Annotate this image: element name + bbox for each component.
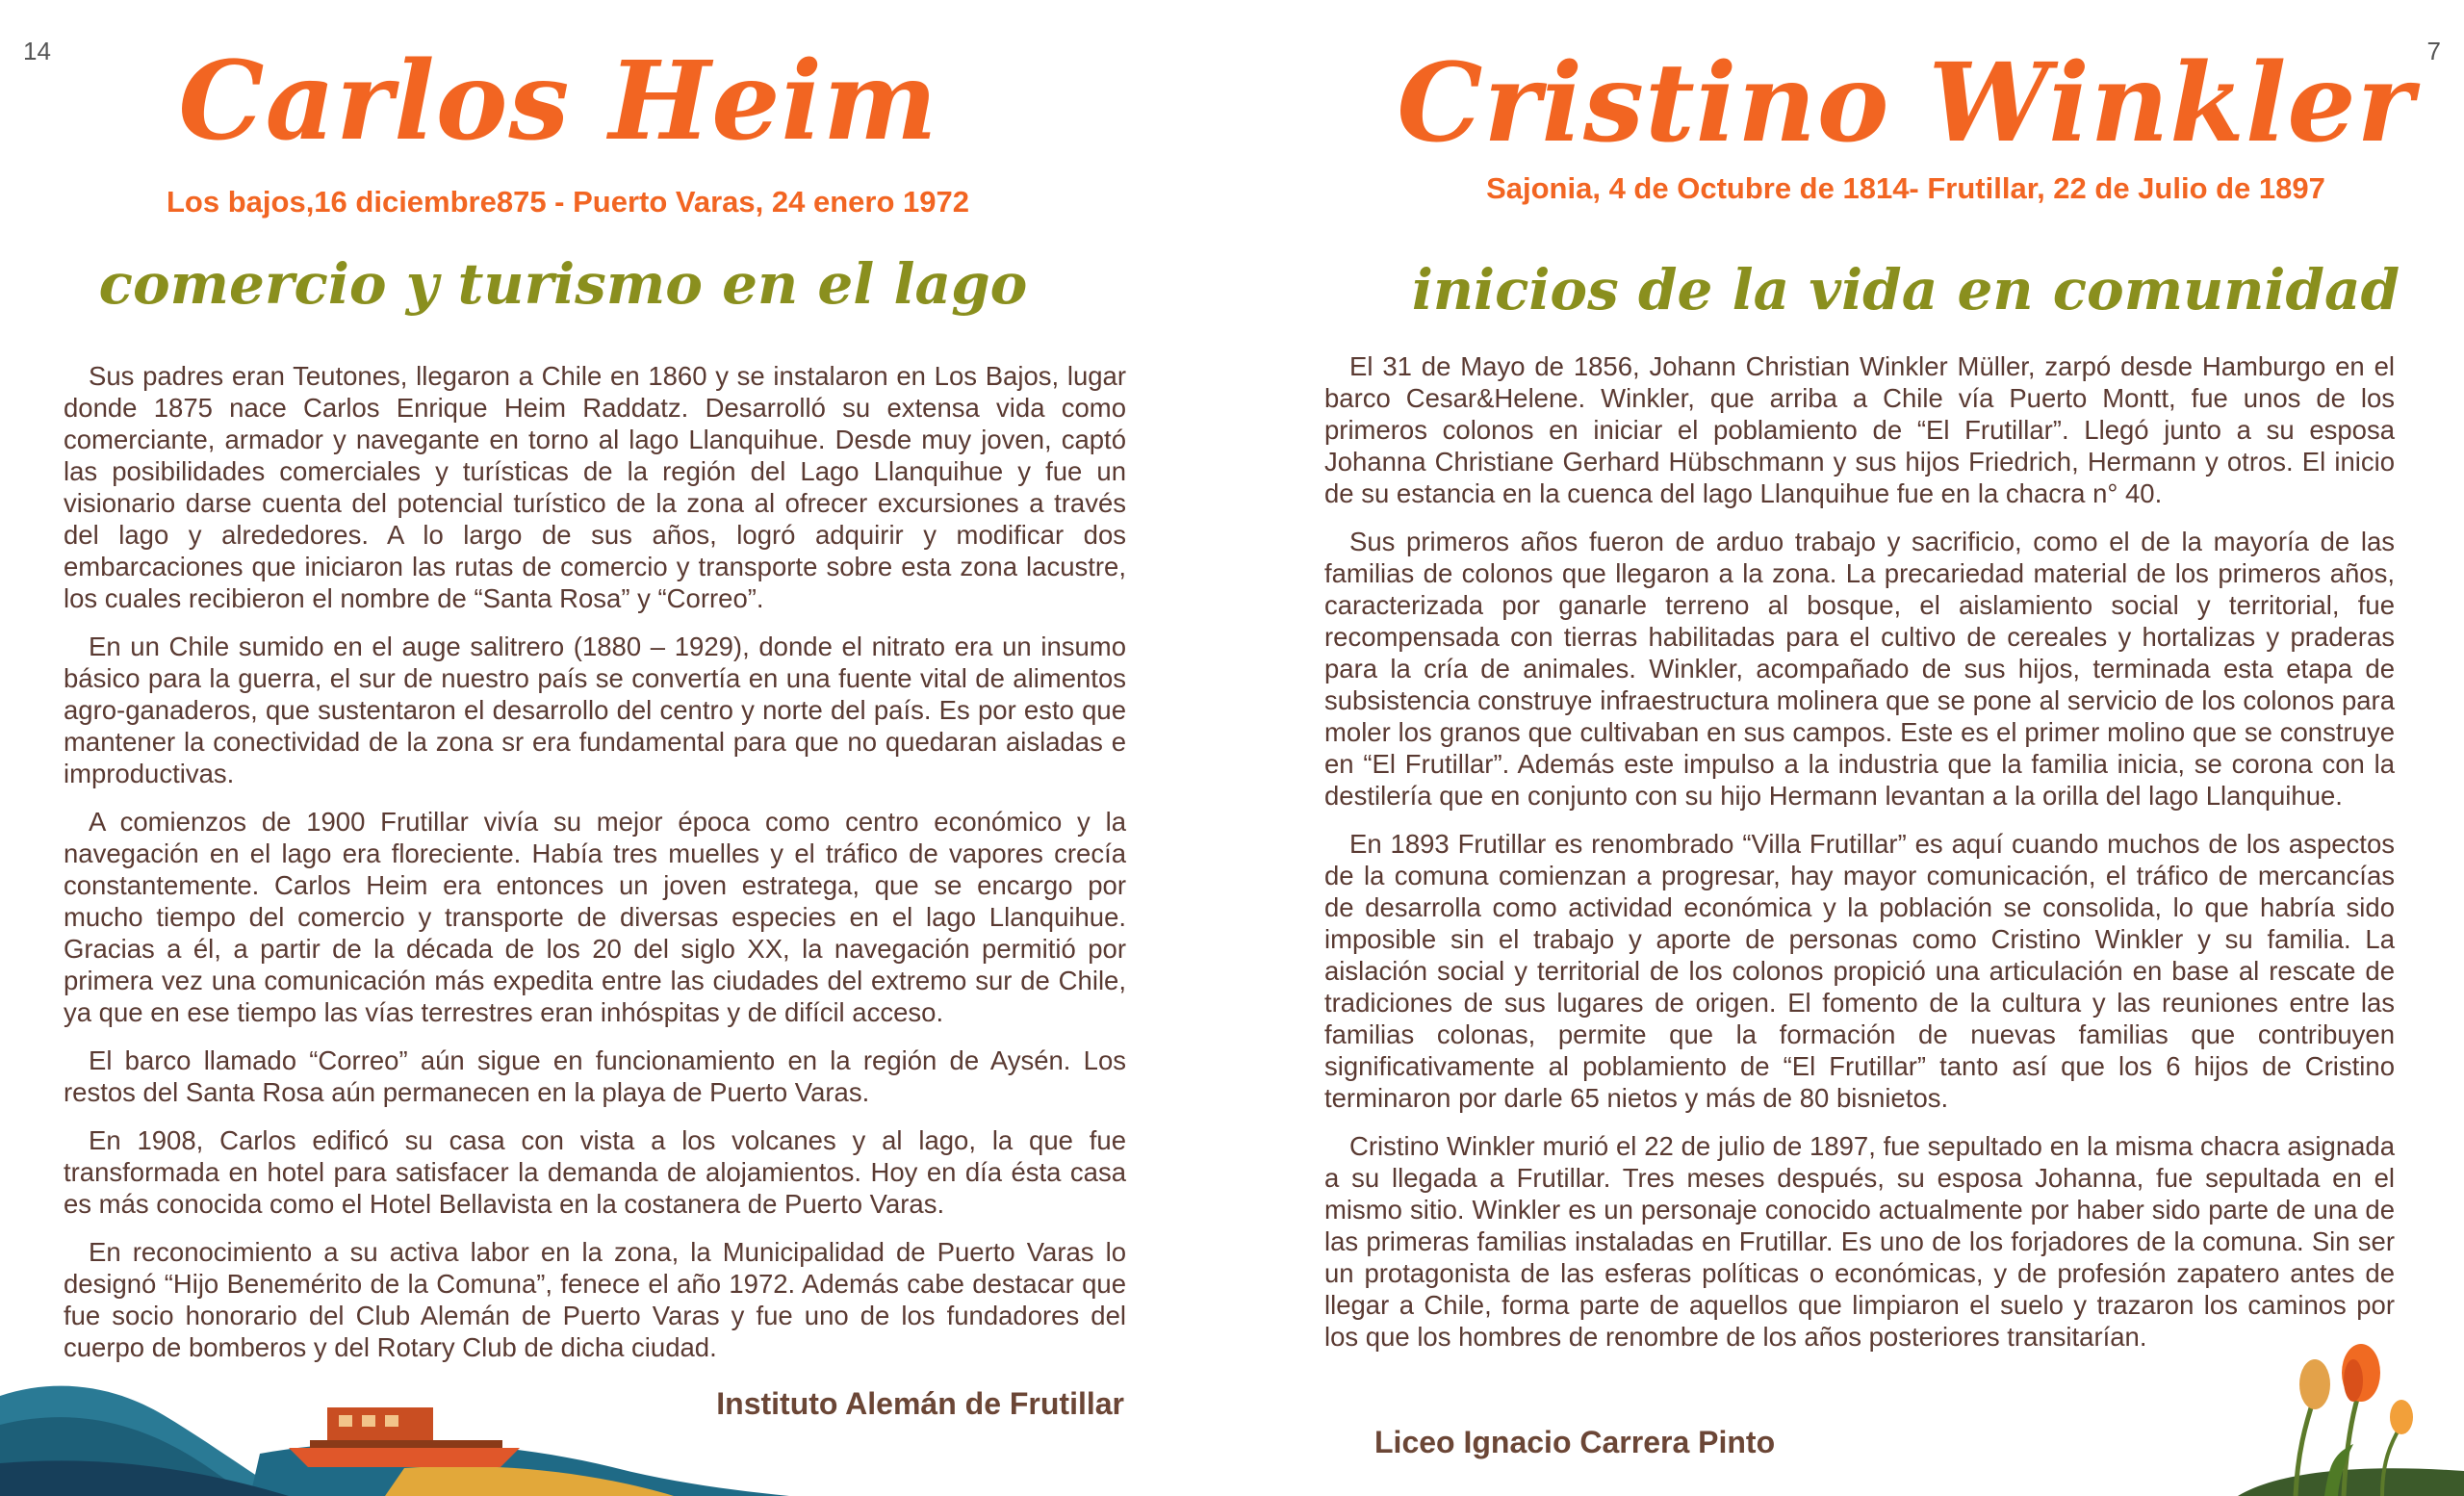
paragraph: En 1908, Carlos edificó su casa con vista a los volcanes y al lago, la que fue transformada en hotel para satisfacer la demanda de alojamientos. Hoy en día ésta casa es más conocida como el Hotel Bellavista en la costanera de Puerto Varas.	[64, 1125, 1126, 1219]
paragraph: El barco llamado “Correo” aún sigue en funcionamiento en la región de Aysén. Los restos del Santa Rosa aún permanecen en la playa de Puerto Varas.	[64, 1045, 1126, 1107]
article-body	[64, 360, 1126, 1380]
page-number: 7	[2426, 37, 2441, 65]
person-name-title: Carlos Heim	[178, 39, 938, 165]
paragraph: Sus padres eran Teutones, llegaron a Chile en 1860 y se instalaron en Los Bajos, lugar donde 1875 nace Carlos Enrique Heim Raddatz. Desarrolló su extensa vida como comerciante, armador y navegante en torno al lago Llanquihue. Desde muy joven, captó las posibilidades comerciales y turísticas de la región del Lago Llanquihue y fue un visionario darse cuenta del potencial turístico de la zona al ofrecer excursiones a través del lago y alrededores. A lo largo de sus años, logró adquirir y modificar dos embarcaciones que iniciaron las rutas de comercio y transporte sobre esta zona lacustre, los cuales recibieron el nombre de “Santa Rosa” y “Correo”.	[64, 361, 1126, 613]
author-signature: Liceo Ignacio Carrera Pinto	[1374, 1425, 1776, 1459]
paragraph: Sus primeros años fueron de arduo trabajo y sacrificio, como el de la mayoría de las familias de colonos que llegaron a la zona. La precariedad material de los primeros años, caracterizada por ganarle terreno al bosque, el aislamiento social y territorial, fue recompensada con tierras habilitadas para el cultivo de cereales y hortalizas y praderas para la cría de animales. Winkler, acompañado de sus hijos, terminada esta etapa de subsistencia construye infraestructura molinera que se pone al servicio de los colonos para moler los granos que cultivaban en sus campos. Este es el primer molino que se construye en “El Frutillar”. Además este impulso a la industria que la familia inicia, se corona con la destilería que en conjunto con su hijo Hermann levantan a la orilla del lago Llanquihue.	[1324, 527, 2395, 811]
paragraph: A comienzos de 1900 Frutillar vivía su mejor época como centro económico y la navegación en el lago era floreciente. Había tres muelles y el tráfico de vapores crecía constantemente. Carlos Heim era entonces un joven estratega, que se encargo por mucho tiempo del comercio y transporte de diversas especies en el lago Llanquihue. Gracias a él, a partir de la década de los 20 del siglo XX, la navegación permitió por primera vez una comunicación más expedita entre las ciudades del extremo sur de Chile, ya que en ese tiempo las vías terrestres eran inhóspitas y de difícil acceso.	[64, 807, 1126, 1027]
person-name-title: Cristino Winkler	[1397, 40, 2415, 167]
lake-boat-illustration	[0, 1348, 789, 1496]
birth-death-dates: Sajonia, 4 de Octubre de 1814- Frutillar, 22 de Julio de 1897	[1486, 171, 2325, 205]
paragraph: En reconocimiento a su activa labor en la zona, la Municipalidad de Puerto Varas lo designó “Hijo Benemérito de la Comuna”, fenece el año 1972. Además cabe destacar que fue socio honorario del Club Alemán de Puerto Varas y fue uno de los fundadores del cuerpo de bomberos y del Rotary Club de dicha ciudad.	[64, 1237, 1126, 1362]
section-subtitle: inicios de la vida en comunidad	[1411, 257, 2400, 322]
birth-death-dates: Los bajos,16 diciembre875 - Puerto Varas, 24 enero 1972	[167, 185, 969, 219]
paragraph: En 1893 Frutillar es renombrado “Villa Frutillar” es aquí cuando muchos de los aspectos de la comuna comienzan a progresar, hay mayor comunicación, el tráfico de mercancías de desarrolla como actividad económica y la población se consolida, lo que habría sido imposible sin el trabajo y aporte de personas como Cristino Winkler y su familia. La aislación social y territorial de los colonos propició una articulación en base al rescate de tradiciones de sus lugares de origen. El fomento de la cultura y las reuniones entre las familias colonas, permite que la formación de nuevas familias que contribuyen significativamente al poblamiento de “El Frutillar” tanto así que los 6 hijos de Cristino terminaron por darle 65 nietos y más de 80 bisnietos.	[1324, 829, 2395, 1113]
author-signature: Instituto Alemán de Frutillar	[716, 1386, 1124, 1421]
right-page	[1232, 0, 2464, 1496]
page-number: 14	[23, 37, 51, 65]
article-body	[1324, 350, 2395, 1369]
flower-illustration	[2238, 1338, 2464, 1496]
paragraph: Cristino Winkler murió el 22 de julio de 1897, fue sepultado en la misma chacra asignada a su llegada a Frutillar. Tres meses después, su esposa Johanna, fue sepultada en el mismo sitio. Winkler es un personaje conocido actualmente por haber sido parte de una de las primeras familias instaladas en Frutillar. Es uno de los forjadores de la comuna. Sin ser un protagonista de las esferas políticas o económicas, y de profesión zapatero antes de llegar a Chile, forma parte de aquellos que limpiaron el suelo y trazaron los caminos por los que los hombres de renombre de los años posteriores transitarían.	[1324, 1131, 2395, 1352]
section-subtitle: comercio y turismo en el lago	[98, 251, 1028, 317]
paragraph: El 31 de Mayo de 1856, Johann Christian Winkler Müller, zarpó desde Hamburgo en el barco Cesar&Helene. Winkler, que arriba a Chile vía Puerto Montt, fue unos de los primeros colonos en iniciar el poblamiento de “El Frutillar”. Llegó junto a su esposa Johanna Christiane Gerhard Hübschmann y sus hijos Friedrich, Hermann y otros. El inicio de su estancia en la cuenca del lago Llanquihue fue en la chacra n° 40.	[1324, 351, 2395, 508]
paragraph: En un Chile sumido en el auge salitrero (1880 – 1929), donde el nitrato era un insumo básico para la guerra, el sur de nuestro país se convertía en una fuente vital de alimentos agro-ganaderos, que sustentaron el desarrollo del centro y norte del país. Es por esto que mantener la conectividad de la zona sr era fundamental para que no quedaran aisladas e improductivas.	[64, 632, 1126, 788]
